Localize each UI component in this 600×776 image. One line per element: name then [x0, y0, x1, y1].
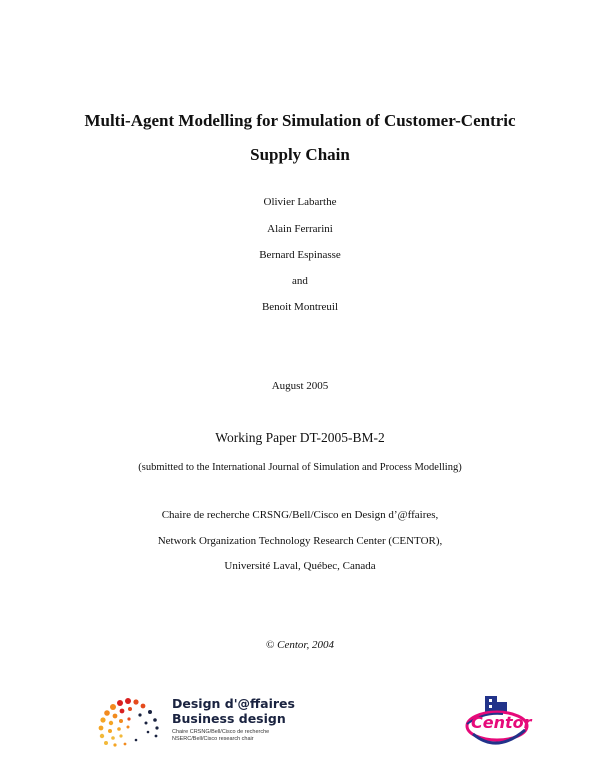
design-affaires-subtitle [172, 729, 269, 743]
affiliation-line-1: Chaire de recherche CRSNG/Bell/Cisco en Design d’@ffaires, [161, 509, 439, 521]
copyright-text: Centor, 2004 [277, 639, 334, 651]
design-affaires-title-line-2: Business design [172, 711, 286, 726]
design-affaires-title-line-1: Design d'@ffaires [172, 696, 295, 711]
title-line-1: Multi-Agent Modelling for Simulation of Customer-Centric [84, 111, 516, 130]
submission-note: (submitted to the International Journal of Simulation and Process Modelling) [138, 462, 462, 473]
paper-title [60, 104, 540, 172]
author-conjunction: and [292, 275, 308, 287]
design-affaires-subtitle-line-1: Chaire CRSNG/Bell/Cisco de recherche [172, 729, 270, 735]
centor-wordmark: Centor [471, 713, 532, 732]
author-4: Benoit Montreuil [261, 301, 339, 313]
author-2: Alain Ferrarini [267, 223, 333, 235]
swirl-dots-icon [88, 693, 168, 753]
title-line-2: Supply Chain [250, 145, 350, 164]
working-paper-number: Working Paper DT-2005-BM-2 [215, 430, 385, 445]
copyright [0, 639, 600, 651]
affiliation-line-2: Network Organization Technology Research Center (CENTOR), [157, 535, 443, 547]
design-affaires-subtitle-line-2: NSERC/Bell/Cisco research chair [172, 736, 254, 742]
design-affaires-title [172, 696, 295, 726]
date: August 2005 [271, 380, 329, 392]
centor-logo [463, 694, 535, 752]
design-affaires-logo [88, 693, 303, 753]
copyright-symbol: © [266, 639, 275, 651]
author-3: Bernard Espinasse [259, 249, 341, 261]
affiliation-line-3: Université Laval, Québec, Canada [224, 560, 376, 572]
author-1: Olivier Labarthe [263, 196, 337, 208]
